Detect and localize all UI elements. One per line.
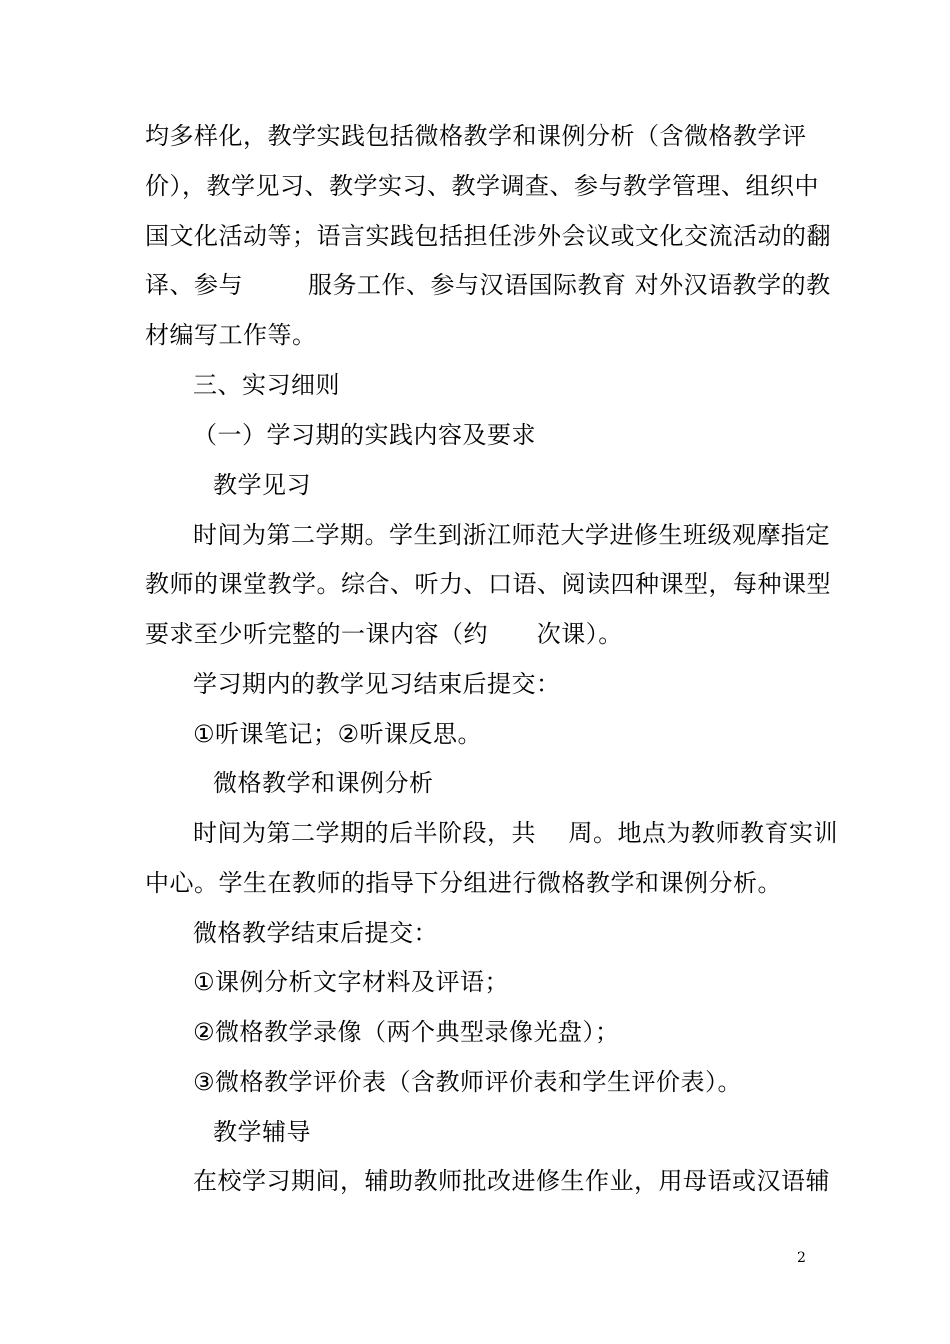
body-text-line: 时间为第二学期。学生到浙江师范大学进修生班级观摩指定 <box>193 521 830 549</box>
body-text-line: 教师的课堂教学。综合、听力、口语、阅读四种课型，每种课型 <box>145 570 831 598</box>
body-text-line: 价），教学见习、教学实习、教学调查、参与教学管理、组织中 <box>145 172 819 200</box>
subsection-heading: （一）学习期的实践内容及要求 <box>193 421 536 449</box>
body-text-line: 国文化活动等；语言实践包括担任涉外会议或文化交流活动的翻 <box>145 222 831 250</box>
list-item: ①听课笔记；②听课反思。 <box>193 720 483 748</box>
list-item: ③微格教学评价表（含教师评价表和学生评价表）。 <box>193 1068 743 1096</box>
item-heading: 微格教学和课例分析 <box>213 769 434 797</box>
body-text-line: 学习期内的教学见习结束后提交： <box>193 670 561 698</box>
list-item: ①课例分析文字材料及评语； <box>193 968 510 996</box>
body-text-line: 时间为第二学期的后半阶段，共 周。地点为教师教育实训 <box>193 819 839 847</box>
item-heading: 教学辅导 <box>213 1118 311 1146</box>
body-text-line: 在校学习期间，辅助教师批改进修生作业，用母语或汉语辅 <box>193 1167 830 1195</box>
body-text-line: 要求至少听完整的一课内容（约 次课）。 <box>145 620 623 648</box>
body-text-line: 译、参与 服务工作、参与汉语国际教育 对外汉语教学的教 <box>145 271 831 299</box>
page-number: 2 <box>797 1250 806 1266</box>
item-heading: 教学见习 <box>213 471 311 499</box>
body-text-line: 中心。学生在教师的指导下分组进行微格教学和课例分析。 <box>145 869 782 897</box>
body-text-line: 均多样化，教学实践包括微格教学和课例分析（含微格教学评 <box>145 122 807 150</box>
body-text-line: 材编写工作等。 <box>145 321 317 349</box>
body-text-line: 微格教学结束后提交： <box>193 919 438 947</box>
list-item: ②微格教学录像（两个典型录像光盘）； <box>193 1018 620 1046</box>
section-heading: 三、实习细则 <box>193 371 340 399</box>
